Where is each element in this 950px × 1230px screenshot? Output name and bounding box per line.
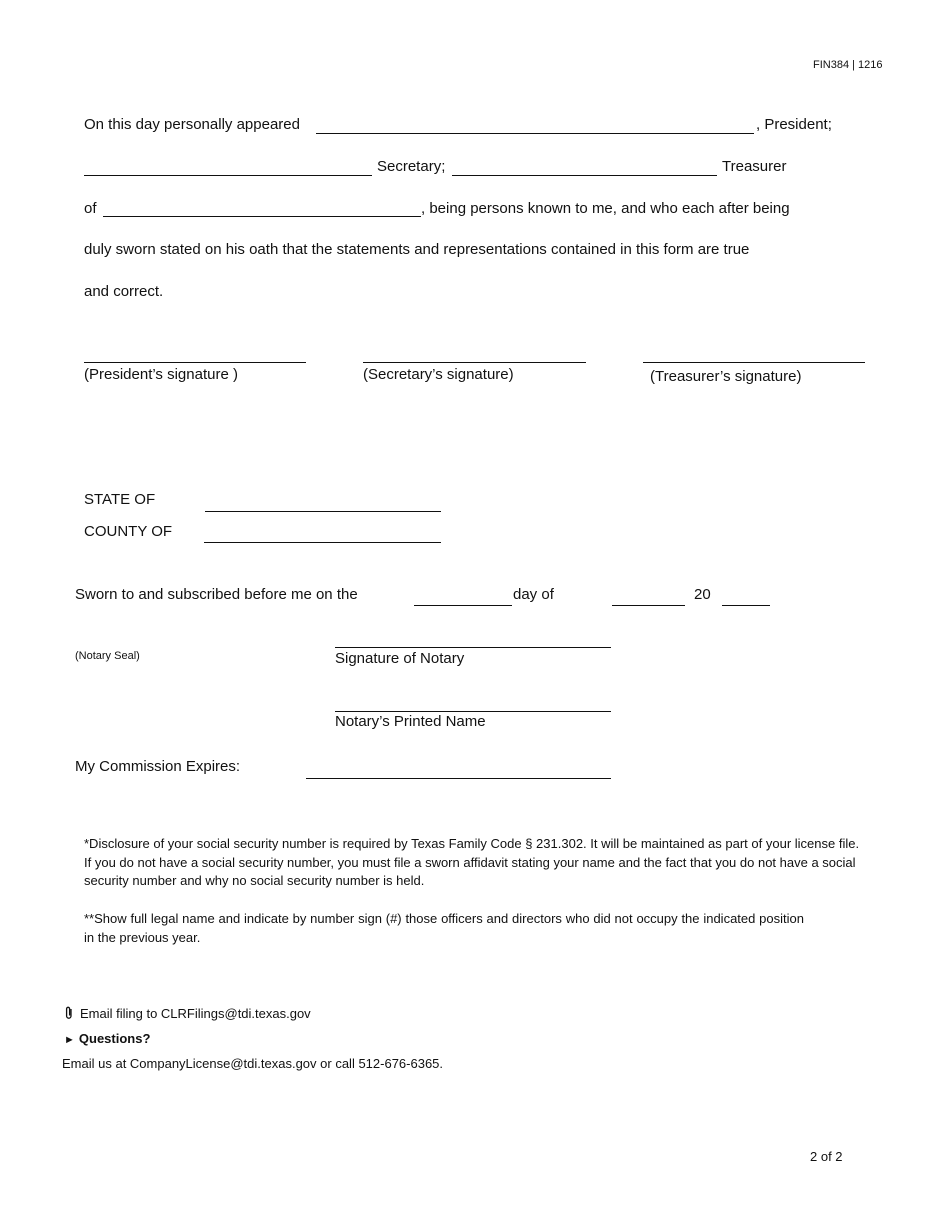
secretary-signature-label: (Secretary’s signature) [363, 366, 514, 383]
oath-line3-prefix: of [84, 200, 97, 217]
oath-line3-suffix: , being persons known to me, and who each after being [421, 200, 790, 217]
commission-expires-field[interactable] [306, 778, 611, 779]
email-us-text: Email us at CompanyLicense@tdi.texas.gov or call 512-676-6365. [62, 1056, 444, 1071]
oath-line2-secretary: Secretary; [377, 158, 446, 175]
sworn-prefix: Sworn to and subscribed before me on the [75, 586, 358, 603]
treasurer-signature-label: (Treasurer’s signature) [650, 368, 802, 385]
president-signature-field[interactable] [84, 362, 306, 363]
notary-seal-label: (Notary Seal) [75, 650, 140, 662]
state-field[interactable] [205, 511, 441, 512]
sworn-year-field[interactable] [722, 605, 770, 606]
secretary-name-field[interactable] [84, 175, 372, 176]
officers-footnote: **Show full legal name and indicate by number sign (#) those officers and directors who did not occupy the indicated position in the previous year. [84, 911, 804, 945]
president-name-field[interactable] [316, 133, 754, 134]
questions-label: Questions? [78, 1031, 151, 1046]
page-number: 2 of 2 [810, 1149, 843, 1164]
company-name-field[interactable] [103, 216, 421, 217]
form-code: FIN384 | 1216 [813, 59, 883, 71]
sworn-month-field[interactable] [612, 605, 685, 606]
treasurer-signature-field[interactable] [643, 362, 865, 363]
paperclip-icon [64, 1006, 74, 1020]
oath-line5: and correct. [84, 283, 164, 300]
arrow-right-icon: ► [64, 1034, 75, 1046]
oath-line1-prefix: On this day personally appeared [84, 116, 300, 133]
sworn-year-prefix: 20 [694, 586, 711, 603]
commission-expires-label: My Commission Expires: [75, 758, 241, 775]
county-label: COUNTY OF [84, 523, 173, 540]
secretary-signature-field[interactable] [363, 362, 586, 363]
sworn-day-field[interactable] [414, 605, 512, 606]
notary-printed-name-label: Notary’s Printed Name [335, 713, 486, 730]
email-filing-row [64, 1006, 311, 1022]
oath-line2-treasurer: Treasurer [722, 158, 787, 175]
email-filing-text: Email filing to CLRFilings@tdi.texas.gov [80, 1006, 311, 1021]
sworn-day-of: day of [513, 586, 554, 603]
questions-row [64, 1031, 150, 1048]
president-signature-label: (President’s signature ) [84, 366, 238, 383]
county-field[interactable] [204, 542, 441, 543]
state-label: STATE OF [84, 491, 156, 508]
notary-printed-name-field[interactable] [335, 711, 611, 712]
oath-line4: duly sworn stated on his oath that the statements and representations contained in this form are true [84, 241, 750, 258]
notary-signature-field[interactable] [335, 647, 611, 648]
treasurer-name-field[interactable] [452, 175, 717, 176]
ssn-footnote: *Disclosure of your social security number is required by Texas Family Code § 231.302. It will be maintained as part of your license file. If you do not have a social security number, you must file a sworn affidavit stating your name and the fact that you do not have a social security number and why no social security number is held. [84, 836, 860, 888]
notary-signature-label: Signature of Notary [335, 650, 465, 667]
oath-line1-suffix: , President; [756, 116, 832, 133]
